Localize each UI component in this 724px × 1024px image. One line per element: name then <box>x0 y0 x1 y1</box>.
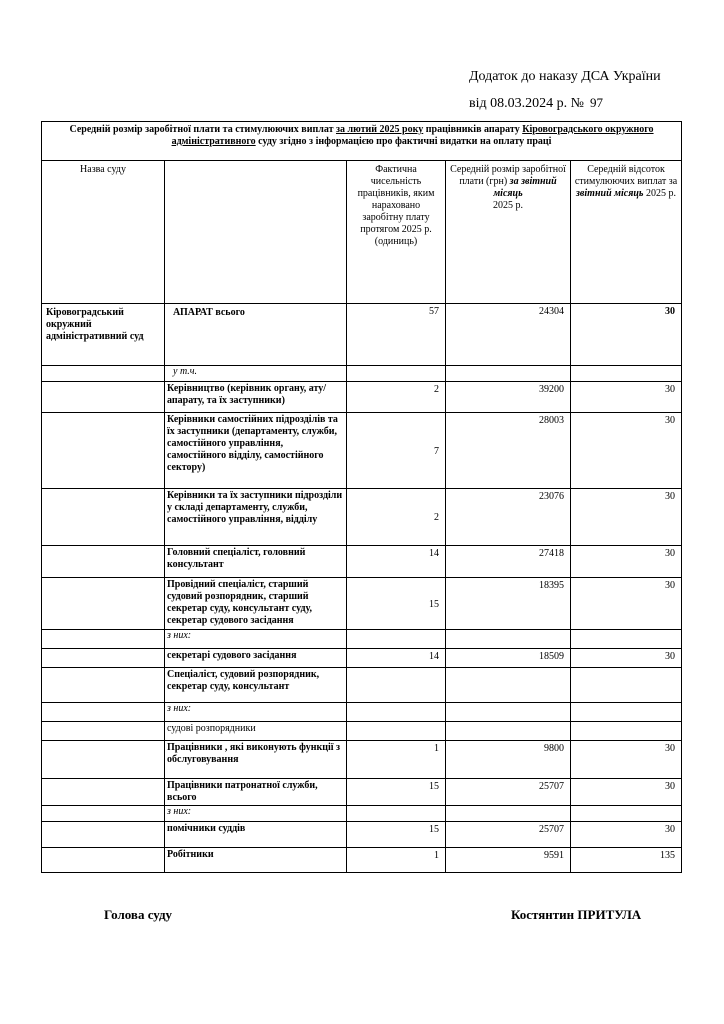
row-percent: 30 <box>571 546 682 578</box>
title-court: Кіровоградського окружного адміністративного <box>171 124 654 147</box>
row-label: з них: <box>165 630 347 649</box>
table-row <box>42 806 682 822</box>
table-row <box>42 741 682 779</box>
table-row <box>42 668 682 703</box>
row-salary: 23076 <box>446 489 571 546</box>
row-label: помічники суддів <box>165 822 347 848</box>
row-percent: 30 <box>571 578 682 630</box>
table-row <box>42 413 682 489</box>
title-text: Середній розмір заробітної плати та стимулюючих виплат <box>69 124 336 135</box>
row-count: 1 <box>347 741 446 779</box>
col-percent-text: Середній відсоток стимулюючих виплат за <box>574 164 678 187</box>
row-label: Працівники патронатної служби, всього <box>165 779 347 806</box>
row-percent: 30 <box>571 649 682 668</box>
row-salary: 28003 <box>446 413 571 489</box>
row-percent: 30 <box>571 741 682 779</box>
row-label: секретарі судового засідання <box>165 649 347 668</box>
row-salary: 9591 <box>446 848 571 873</box>
table-row <box>42 546 682 578</box>
table-row <box>42 366 682 382</box>
row-percent: 30 <box>571 382 682 413</box>
row-label: Керівництво (керівник органу, ату/апарату, та їх заступники) <box>165 382 347 413</box>
row-label: АПАРАТ всього <box>165 304 347 366</box>
row-percent: 30 <box>571 822 682 848</box>
table-row <box>42 489 682 546</box>
table-row <box>42 703 682 722</box>
salary-table <box>41 121 682 873</box>
row-salary: 9800 <box>446 741 571 779</box>
row-count: 15 <box>347 779 446 806</box>
row-count: 1 <box>347 848 446 873</box>
col-salary <box>446 161 571 304</box>
col-salary-year: 2025 р. <box>493 200 523 211</box>
row-label: Спеціаліст, судовий розпорядник, секретар суду, консультант <box>165 668 347 703</box>
row-count: 57 <box>347 304 446 366</box>
row-percent: 30 <box>571 489 682 546</box>
col-percent <box>571 161 682 304</box>
table-row <box>42 779 682 806</box>
row-label: Керівники та їх заступники підрозділи у складі департаменту, служби, самостійного управління, відділу <box>165 489 347 546</box>
row-label: Працівники , які виконують функції з обслуговування <box>165 741 347 779</box>
col-salary-text: Середній розмір заробітної плати (грн) <box>450 164 566 187</box>
row-count: 14 <box>347 546 446 578</box>
row-label: Робітники <box>165 848 347 873</box>
row-count: 2 <box>347 382 446 413</box>
row-label: Провідний спеціаліст, старший судовий розпорядник, старший секретар суду, консультант суду, секретар судового засідання <box>165 578 347 630</box>
col-count: Фактична чисельність працівників, яким нараховано заробітну плату протягом 2025 р. (одиниць) <box>347 161 446 304</box>
table-row <box>42 578 682 630</box>
title-text-2: працівників апарату <box>423 124 523 135</box>
col-percent-year: 2025 р. <box>643 188 676 199</box>
table-row <box>42 649 682 668</box>
row-salary: 25707 <box>446 779 571 806</box>
order-reference <box>469 95 609 113</box>
table-row <box>42 630 682 649</box>
title-period: за лютий 2025 року <box>335 124 424 135</box>
row-percent: 30 <box>571 304 682 366</box>
row-label: у т.ч. <box>165 366 347 382</box>
addendum-title: Додаток до наказу ДСА України <box>469 69 661 84</box>
order-date: від 08.03.2024 р. № <box>469 96 584 111</box>
row-percent: 135 <box>571 848 682 873</box>
row-salary: 27418 <box>446 546 571 578</box>
row-salary: 24304 <box>446 304 571 366</box>
col-category <box>165 161 347 304</box>
signature-name: Костянтин ПРИТУЛА <box>511 907 642 922</box>
row-label: з них: <box>165 806 347 822</box>
court-name: Кіровоградський окружний адміністративний суд <box>42 304 165 366</box>
row-label: з них: <box>165 703 347 722</box>
row-label: судові розпорядники <box>165 722 347 741</box>
title-text-3: суду згідно з інформацією про фактичні видатки на оплату праці <box>255 136 552 147</box>
table-row <box>42 304 682 366</box>
row-salary: 39200 <box>446 382 571 413</box>
row-count: 15 <box>347 822 446 848</box>
row-count: 7 <box>347 413 446 489</box>
table-row <box>42 382 682 413</box>
order-number: 97 <box>589 95 603 110</box>
row-salary: 25707 <box>446 822 571 848</box>
row-count: 14 <box>347 649 446 668</box>
table-row <box>42 848 682 873</box>
col-percent-period: звітний місяць <box>576 188 644 199</box>
row-count: 15 <box>347 578 446 630</box>
row-percent: 30 <box>571 413 682 489</box>
col-court-name: Назва суду <box>42 161 165 304</box>
table-title <box>42 122 682 161</box>
row-label: Керівники самостійних підрозділів та їх заступники (департаменту, служби, самостійного управління, самостійного відділу, самостійного сектору) <box>165 413 347 489</box>
signature-title: Голова суду <box>104 907 173 922</box>
row-label: Головний спеціаліст, головний консультант <box>165 546 347 578</box>
row-percent: 30 <box>571 779 682 806</box>
row-salary: 18395 <box>446 578 571 630</box>
row-count: 2 <box>347 489 446 546</box>
row-salary: 18509 <box>446 649 571 668</box>
col-salary-period: за звітний місяць <box>493 176 557 199</box>
table-row <box>42 822 682 848</box>
table-row <box>42 722 682 741</box>
